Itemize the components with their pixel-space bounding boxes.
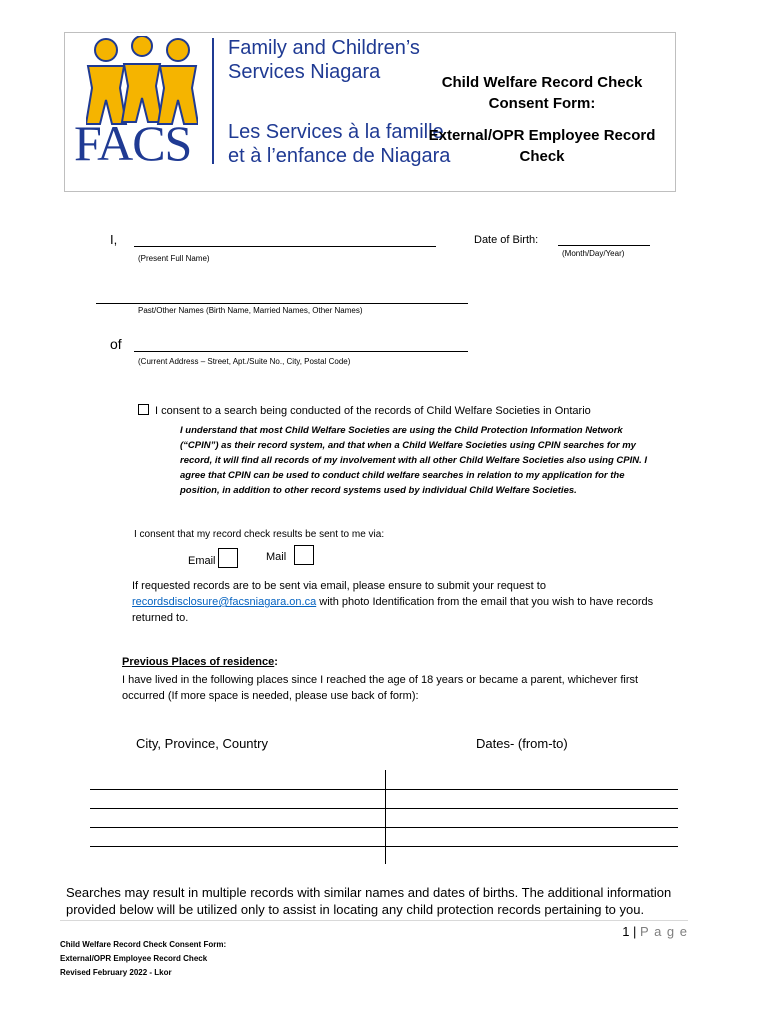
past-names-label: Past/Other Names (Birth Name, Married Names, Other Names) <box>138 306 363 315</box>
footer-line-2: External/OPR Employee Record Check <box>60 954 208 963</box>
cpin-line-2: (“CPIN”) as their record system, and that when a Child Welfare Societies using CPIN searches for my <box>180 440 636 451</box>
form-subtitle-line-1: External/OPR Employee Record <box>428 127 656 144</box>
form-title <box>404 72 680 167</box>
org-name-fr-line-2: et à l’enfance de Niagara <box>228 145 451 167</box>
cpin-line-1: I understand that most Child Welfare Societies are using the Child Protection Information Network <box>180 425 623 436</box>
address-label: (Current Address – Street, Apt./Suite No., City, Postal Code) <box>138 357 351 366</box>
cpin-line-3: record, it will find all records of my involvement with all other Child Welfare Societies also using CPIN. I <box>180 455 648 466</box>
records-email-link[interactable]: recordsdisclosure@facsniagara.on.ca <box>132 596 317 608</box>
email-note-line-1: If requested records are to be sent via email, please ensure to submit your request to <box>132 580 546 592</box>
facs-logo-text: FACS <box>74 115 192 171</box>
page-number-separator: | <box>629 924 641 939</box>
col-city-header: City, Province, Country <box>136 736 268 751</box>
searches-note <box>66 884 671 918</box>
residence-text-line-1: I have lived in the following places since I reached the age of 18 years or became a parent, whichever first <box>122 674 639 686</box>
org-name-en <box>228 36 420 84</box>
table-row[interactable] <box>90 808 678 809</box>
email-checkbox[interactable] <box>218 548 238 568</box>
email-note-line-2 <box>132 594 712 610</box>
email-note-line-2-text: with photo Identification from the email that you wish to have records <box>316 596 654 608</box>
present-full-name-label: (Present Full Name) <box>138 254 210 263</box>
footer-divider <box>60 920 688 921</box>
dob-label: Date of Birth: <box>474 234 539 246</box>
footer-meta <box>60 938 226 980</box>
of-label: of <box>110 336 122 352</box>
residence-text-line-2: occurred (If more space is needed, please use back of form): <box>122 690 419 702</box>
mail-label: Mail <box>266 551 287 563</box>
email-label: Email <box>188 555 216 567</box>
full-name-field[interactable] <box>134 246 436 247</box>
cpin-explanation <box>180 423 647 498</box>
mail-checkbox[interactable] <box>294 545 314 565</box>
footer-line-1: Child Welfare Record Check Consent Form: <box>60 940 227 949</box>
form-title-line-1: Child Welfare Record Check <box>441 74 643 91</box>
org-name-en-line-2: Services Niagara <box>228 61 381 83</box>
residence-text <box>122 672 638 704</box>
page-number <box>622 924 688 939</box>
form-title-line-2: Consent Form: <box>488 95 596 112</box>
address-field[interactable] <box>134 351 468 352</box>
col-dates-header: Dates- (from-to) <box>476 736 568 751</box>
consent-search-checkbox[interactable] <box>138 404 149 415</box>
dob-format-label: (Month/Day/Year) <box>562 249 625 258</box>
delivery-intro: I consent that my record check results be sent to me via: <box>134 529 385 540</box>
i-label: I, <box>110 232 118 247</box>
searches-line-1: Searches may result in multiple records with similar names and dates of births. The additional information <box>66 885 672 900</box>
email-note <box>132 578 712 626</box>
table-row[interactable] <box>90 827 678 828</box>
searches-line-2: provided below will be utilized only to assist in locating any child protection records pertaining to you. <box>66 902 645 917</box>
page-word: P a g e <box>640 924 688 939</box>
consent-search-label: I consent to a search being conducted of the records of Child Welfare Societies in Ontario <box>155 405 591 417</box>
residence-heading-text: Previous Places of residence <box>122 656 275 668</box>
org-name-en-line-1: Family and Children’s <box>228 37 420 59</box>
residence-heading-colon: : <box>274 656 278 668</box>
footer-line-3: Revised February 2022 - Lkor <box>60 968 172 977</box>
org-name-fr-line-1: Les Services à la famille <box>228 121 444 143</box>
form-subtitle-line-2: Check <box>519 148 565 165</box>
table-row[interactable] <box>90 789 678 790</box>
past-names-field[interactable] <box>96 303 468 304</box>
email-note-line-3: returned to. <box>132 612 189 624</box>
consent-search-row[interactable] <box>138 404 591 417</box>
table-row[interactable] <box>90 846 678 847</box>
cpin-line-5: position, in addition to other record systems used by individual Child Welfare Societies. <box>180 485 577 496</box>
residence-heading <box>122 656 278 668</box>
page-number-value: 1 <box>622 924 630 939</box>
dob-field[interactable] <box>558 245 650 246</box>
logo-divider <box>212 38 214 164</box>
cpin-line-4: agree that CPIN can be used to conduct child welfare searches in relation to my application for the <box>180 470 625 481</box>
table-divider <box>385 770 386 864</box>
